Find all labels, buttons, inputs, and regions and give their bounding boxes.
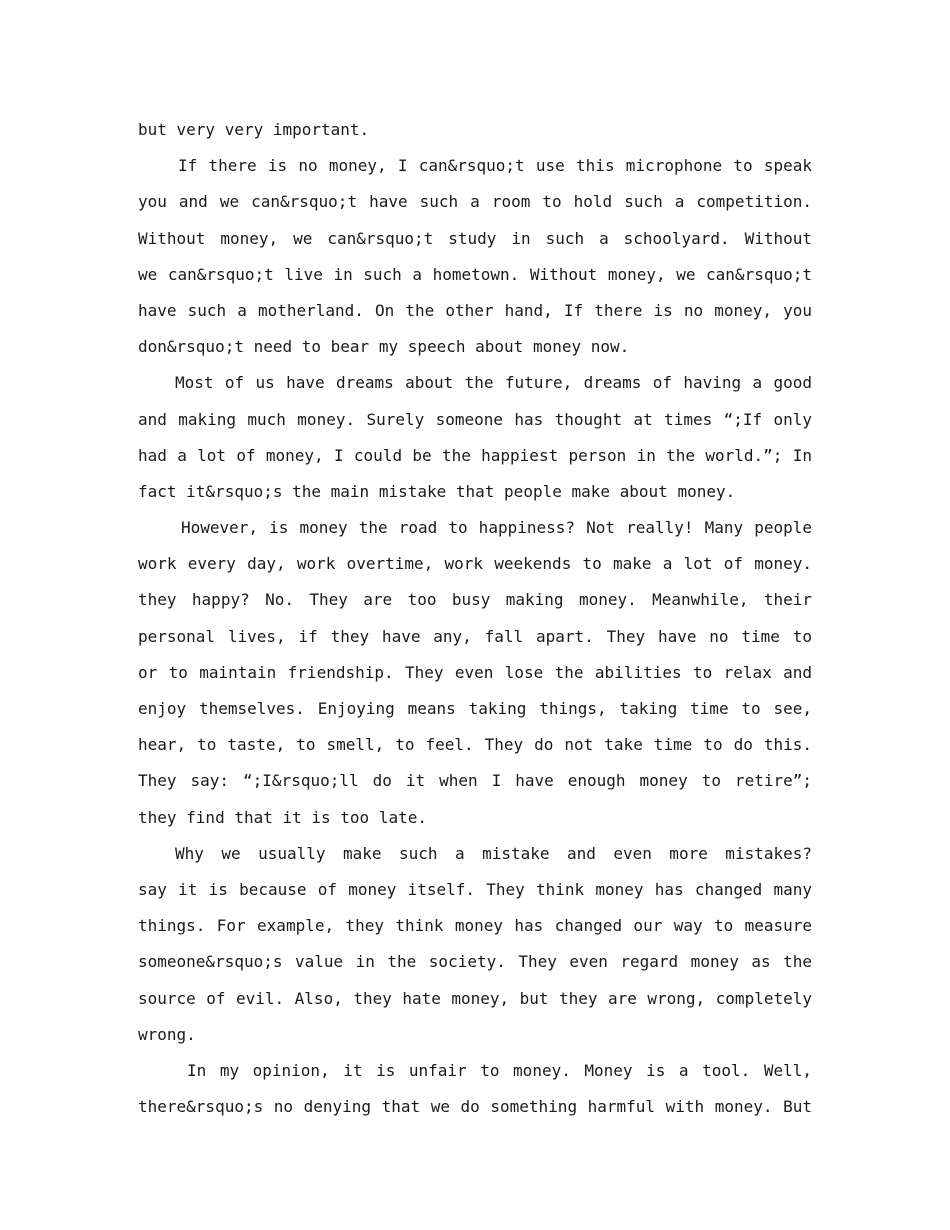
text-line: don&rsquo;t need to bear my speech about money now. [138, 337, 630, 357]
text-line: source of evil. Also, they hate money, but they are wrong, completely [138, 988, 812, 1008]
text-line: and making much money. Surely someone has thought at times “;If only [138, 409, 812, 429]
body-text [138, 112, 812, 1125]
text-line: there&rsquo;s no denying that we do something harmful with money. But [138, 1097, 812, 1117]
text-line: enjoy themselves. Enjoying means taking things, taking time to see, [138, 699, 812, 718]
text-line: However, is money the road to happiness? Not really! Many people [181, 518, 812, 538]
text-line: they find that it is too late. [138, 807, 427, 827]
text-line: we can&rsquo;t live in such a hometown. Without money, we can&rsquo;t [138, 264, 812, 284]
text-line: someone&rsquo;s value in the society. They even regard money as the [138, 952, 812, 972]
text-line: things. For example, they think money has changed our way to measure [138, 916, 812, 936]
text-line: hear, to taste, to smell, to feel. They do not take time to do this. [138, 735, 812, 755]
text-line: Why we usually make such a mistake and even more mistakes? [175, 843, 812, 863]
text-line: had a lot of money, I could be the happiest person in the world.”; In [138, 445, 812, 465]
text-line: work every day, work overtime, work weekends to make a lot of money. [138, 554, 812, 574]
text-line: personal lives, if they have any, fall apart. They have no time to [138, 626, 812, 646]
text-line: fact it&rsquo;s the main mistake that people make about money. [138, 481, 736, 501]
text-line: you and we can&rsquo;t have such a room to hold such a competition. [138, 192, 812, 212]
text-line: Without money, we can&rsquo;t study in such a schoolyard. Without [138, 228, 812, 248]
text-line: they happy? No. They are too busy making money. Meanwhile, their [138, 590, 812, 610]
text-line: have such a motherland. On the other hand, If there is no money, you [138, 300, 812, 320]
text-line: but very very important. [138, 120, 370, 139]
text-line: In my opinion, it is unfair to money. Money is a tool. Well, [187, 1060, 812, 1080]
text-line: say it is because of money itself. They think money has changed many [138, 879, 812, 899]
text-line: wrong. [138, 1024, 196, 1044]
text-line: or to maintain friendship. They even lose the abilities to relax and [138, 662, 812, 682]
text-line: If there is no money, I can&rsquo;t use this microphone to speak [178, 156, 812, 176]
text-line: Most of us have dreams about the future, dreams of having a good [175, 373, 812, 393]
text-line: They say: “;I&rsquo;ll do it when I have enough money to retire”; [138, 771, 812, 791]
